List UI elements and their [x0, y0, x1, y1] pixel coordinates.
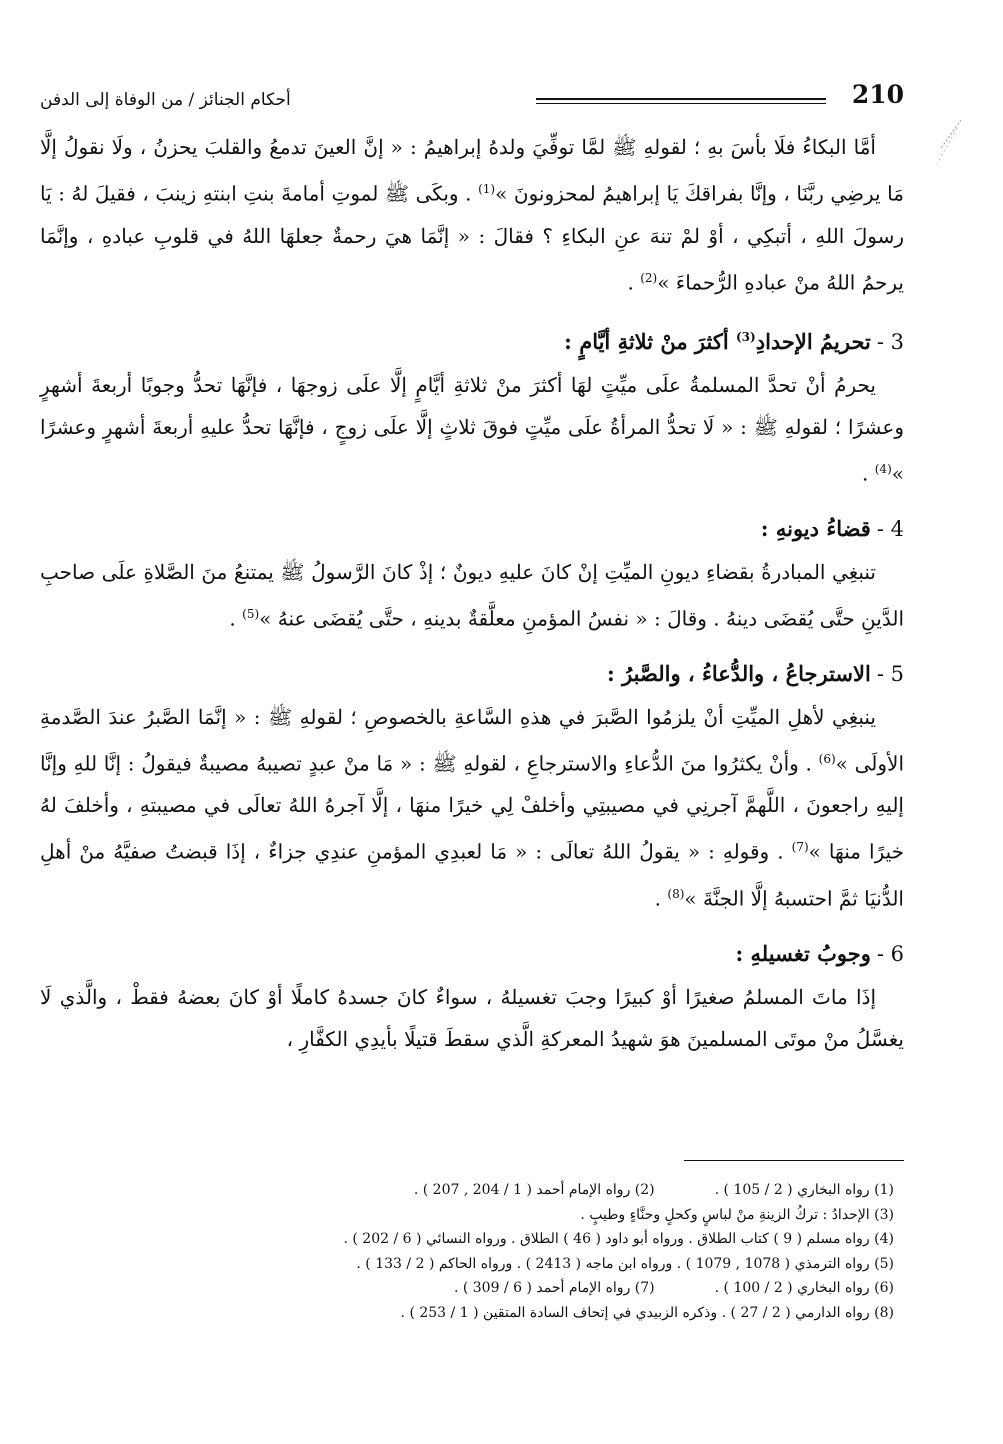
running-title: أحكام الجنائز / من الوفاة إلى الدفن — [40, 90, 291, 110]
footnote-ref: (5) — [242, 606, 260, 621]
paragraph: تنبغِي المبادرةُ بقضاءِ ديونِ الميِّتِ إنْ كانَ عليهِ ديونٌ ؛ إذْ كانَ الرَّسولُ ﷺ يمتنعُ منَ الصَّلاةِ علَى صاحبِ الدَّينِ حتَّى يُقضَى دينهُ . وقالَ : « نفسُ المؤمنِ معلَّقةٌ بدينهِ ، حتَّى يُقضَى عنهُ »$^{(5)}$ . — [40, 559, 904, 631]
footnotes — [40, 1178, 894, 1325]
footnote-line: (4) رواه مسلم ( 9 ) كتاب الطلاق . ورواه أبو داود ( 46 ) الطلاق . ورواه النسائي ( 6 / 202 ) . — [343, 1231, 894, 1247]
footnote-ref: (8) — [667, 886, 685, 901]
paragraph: أمَّا البكاءُ فلَا بأسَ بهِ ؛ لقولهِ ﷺ لمَّا توفِّيَ ولدهُ إبراهيمُ : « إنَّ العينَ تدمعُ والقلبَ يحزنُ ، ولَا نقولُ إلَّا مَا يرضِي ربَّنَا ، وإنَّا بفراقكَ يَا إبراهيمُ لمحزونونَ »$^{(1)}$ . وبكَى ﷺ لموتِ أمامةَ بنتِ ابنتهِ زينبَ ، فقيلَ لهُ : يَا رسولَ اللهِ ، أتبكِي ، أوْ لمْ تنهَ عنِ البكاءِ ؟ فقالَ : « إنَّمَا هيَ رحمةٌ جعلهَا اللهُ في قلوبِ عبادهِ ، وإنَّمَا يرحمُ اللهُ منْ عبادهِ الرُّحماءَ »$^{(2)}$ . — [40, 135, 904, 295]
footnote-ref: (2) — [640, 270, 658, 285]
footnote-ref: (6) — [818, 751, 836, 766]
section-heading: 3 -تحريمُ الإحدادِ$^{(3)}$ أكثرَ منْ ثلاثةِ أيَّامٍ : — [564, 329, 904, 355]
footnote-ref: (4) — [874, 462, 892, 477]
page-header — [40, 80, 904, 120]
paragraph: يحرمُ أنْ تحدَّ المسلمةُ علَى ميِّتٍ لهَا أكثرَ منْ ثلاثةِ أيَّامٍ إلَّا علَى زوجهَا ، فإنَّهَا تحدُّ وجوبًا أربعةَ أشهرٍ وعشرًا ؛ لقولهِ ﷺ : « لَا تحدُّ المرأةُ علَى ميِّتٍ فوقَ ثلاثٍ إلَّا علَى زوجٍ ، فإنَّهَا تحدُّ عليهِ أربعةَ أشهرٍ وعشرًا »$^{(4)}$ . — [40, 373, 904, 486]
footnote-line: (8) رواه الدارمي ( 2 / 27 ) . وذكره الزبيدي في إتحاف السادة المتقين ( 1 / 253 ) . — [400, 1304, 894, 1321]
paragraph: ينبغِي لأهلِ الميِّتِ أنْ يلزمُوا الصَّبرَ في هذهِ السَّاعةِ بالخصوصِ ؛ لقولهِ ﷺ : « إنَّمَا الصَّبرُ عندَ الصَّدمةِ الأولَى »$^{(6)}$ . وأنْ يكثرُوا منَ الدُّعاءِ والاسترجاعِ ، لقولهِ ﷺ : « مَا منْ عبدٍ تصيبهُ مصيبةٌ فيقولُ : إنَّا للهِ وإنَّا إليهِ راجعونَ ، اللَّهمَّ آجرنِي في مصيبتِي وأخلفْ لِي خيرًا منهَا ، إلَّا آجرهُ اللهُ تعالَى في مصيبتهِ ، وأخلفَ لهُ خيرًا منهَا »$^{(7)}$ . وقولهِ : « يقولُ اللهُ تعالَى : « مَا لعبدِي المؤمنِ عندِي جزاءٌ ، إذَا قبضتُ صفيَّهُ منْ أهلِ الدُّنيَا ثمَّ احتسبهُ إلَّا الجنَّةَ »$^{(8)}$ . — [40, 704, 905, 911]
page-number: 210 — [851, 80, 904, 109]
section-heading: 4 -قضاءُ ديونهِ : — [760, 515, 904, 541]
footnote-separator — [684, 1160, 904, 1161]
paragraph: إذَا ماتَ المسلمُ صغيرًا أوْ كبيرًا وجبَ تغسيلهُ ، سواءٌ كانَ جسدهُ كاملًا أوْ كانَ بعضهُ فقطْ ، والَّذي لَا يغسَّلُ منْ موتَى المسلمينَ هوَ شهيدُ المعركةِ الَّذي سقطَ قتيلًا بأيدِي الكفَّارِ ، — [40, 984, 904, 1051]
document-page — [40, 80, 904, 1420]
section-heading: 5 -الاسترجاعُ ، والدُّعاءُ ، والصَّبرُ : — [607, 660, 904, 686]
footnote-line: (6) رواه البخاري ( 2 / 100 ) .(7) رواه الإمام أحمد ( 6 / 309 ) . — [453, 1280, 894, 1296]
footnote-line: (3) الإحدادُ : تركُ الزينةِ منْ لباسٍ وكحلٍ وحنَّاءٍ وطيبٍ . — [580, 1206, 894, 1223]
header-rule — [536, 98, 826, 104]
footnote-ref: (3) — [735, 330, 756, 345]
footnote-line: (1) رواه البخاري ( 2 / 105 ) .(2) رواه الإمام أحمد ( 1 / 204 , 207 ) . — [413, 1182, 894, 1198]
footnote-line: (5) رواه الترمذي ( 1078 , 1079 ) . ورواه ابن ماجه ( 2413 ) . ورواه الحاكم ( 2 / 133 ) . — [356, 1255, 894, 1272]
section-heading: 6 -وجوبُ تغسيلهِ : — [735, 940, 904, 966]
footnote-ref: (1) — [478, 182, 496, 196]
footnote-ref: (7) — [791, 840, 809, 855]
body-text — [40, 126, 904, 1060]
scan-mark-icon — [935, 118, 963, 168]
